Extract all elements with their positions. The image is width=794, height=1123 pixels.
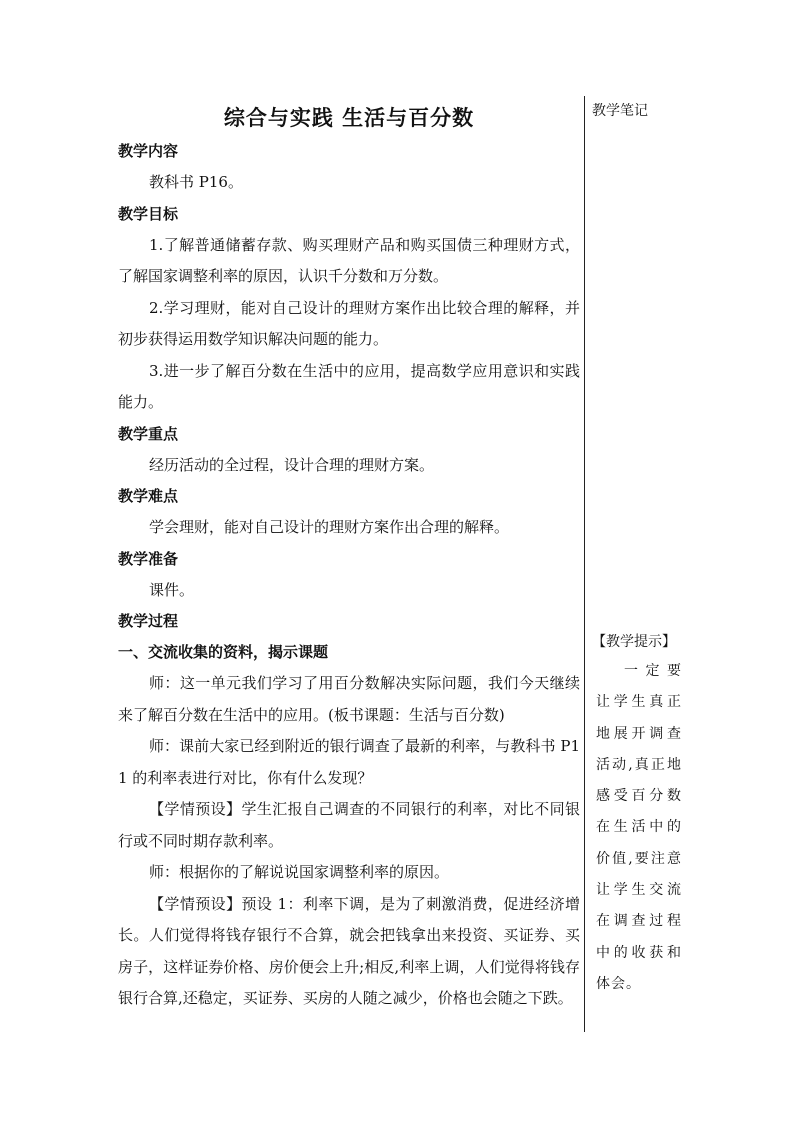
teaching-notes-label: 教学笔记 [592, 103, 648, 119]
process-paragraph-1: 师：这一单元我们学习了用百分数解决实际问题，我们今天继续来了解百分数在生活中的应用。(板书课题：生活与百分数) [118, 674, 580, 724]
heading-goals: 教学目标 [118, 204, 179, 223]
difficulty-text: 学会理财，能对自己设计的理财方案作出合理的解释。 [149, 518, 510, 536]
prep-text: 课件。 [149, 580, 195, 599]
heading-content: 教学内容 [118, 142, 179, 160]
teaching-tip-text: 一定要让学生真正地展开调查活动,真正地感受百分数在生活中的价值,要注意让学生交流在调查过程中的收获和体会。 [596, 663, 682, 992]
heading-key: 教学重点 [118, 424, 179, 443]
page-title: 综合与实践 生活与百分数 [223, 106, 475, 130]
heading-difficulty: 教学难点 [118, 487, 179, 505]
key-text: 经历活动的全过程，设计合理的理财方案。 [149, 455, 435, 474]
process-paragraph-3: 【学情预设】学生汇报自己调查的不同银行的利率，对比不同银行或不同时期存款利率。 [118, 800, 580, 850]
column-divider [584, 96, 585, 1032]
process-subheading: 一、交流收集的资料，揭示课题 [118, 643, 329, 661]
teaching-tip-label: 【教学提示】 [592, 634, 676, 650]
main-column [118, 100, 580, 1015]
content-text: 教科书 P16。 [149, 173, 243, 191]
heading-process: 教学过程 [118, 612, 179, 630]
goal-item-2: 2.学习理财，能对自己设计的理财方案作出比较合理的解释，并初步获得运用数学知识解决问题的能力。 [118, 298, 580, 348]
process-paragraph-2: 师：课前大家已经到附近的银行调查了最新的利率，与教科书 P11 的利率表进行对比，你有什么发现？ [118, 737, 580, 787]
heading-prep: 教学准备 [118, 549, 179, 568]
process-paragraph-4: 师：根据你的了解说说国家调整利率的原因。 [149, 863, 450, 881]
teaching-tip [592, 628, 684, 1000]
goal-item-3: 3.进一步了解百分数在生活中的应用，提高数学应用意识和实践能力。 [118, 361, 580, 411]
goal-item-1: 1.了解普通储蓄存款、购买理财产品和购买国债三种理财方式，了解国家调整利率的原因，认识千分数和万分数。 [118, 235, 580, 285]
process-paragraph-5: 【学情预设】预设 1：利率下调，是为了刺激消费，促进经济增长。人们觉得将钱存银行不合算，就会把钱拿出来投资、买证券、买房子，这样证券价格、房价便会上升;相反,利率上调，人们觉得将钱存银行合算,还稳定，买证券、买房的人随之减少，价格也会随之下跌。 [118, 894, 580, 1007]
